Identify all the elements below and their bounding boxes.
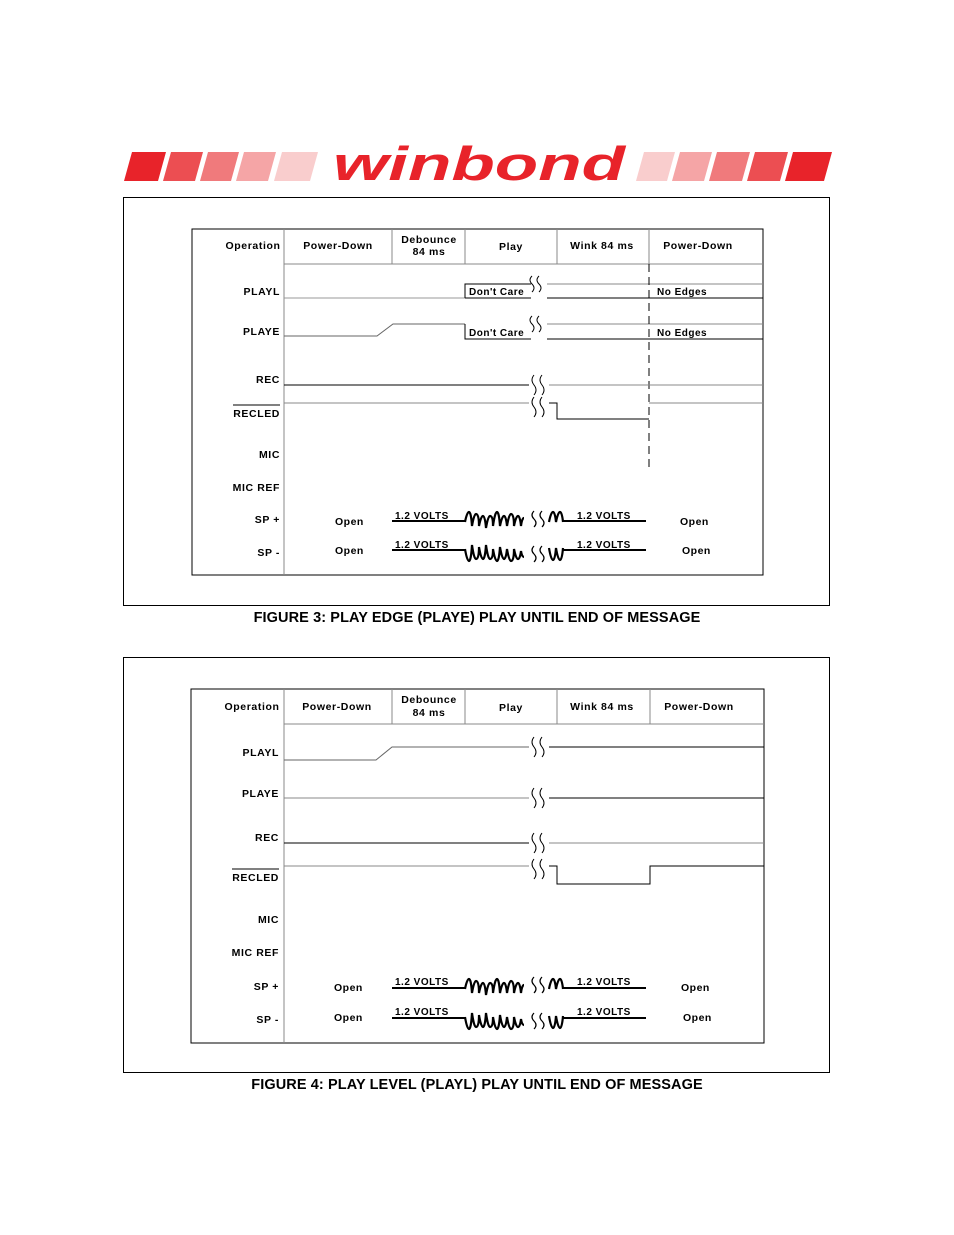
signal-playl: PLAYL [243,286,280,298]
header-power-down-end: Power-Down [664,701,734,713]
header-wink: Wink 84 ms [570,701,634,713]
sp-plus-volts-end: 1.2 VOLTS [577,511,631,522]
waveform-rec [284,375,763,395]
sp-plus-volts-start: 1.2 VOLTS [395,511,449,522]
sp-minus-volts-start: 1.2 VOLTS [395,1007,449,1018]
sp-plus-open-start: Open [335,516,364,528]
header-debounce: Debounce [401,694,457,706]
signal-sp-plus: SP + [253,981,279,993]
sp-plus-open-start: Open [334,982,363,994]
header-operation: Operation [225,240,281,252]
signal-recled: RECLED [233,408,280,420]
header-debounce-time: 84 ms [412,246,446,258]
figure3-diagram [124,198,831,607]
sp-minus-volts-end: 1.2 VOLTS [577,1007,631,1018]
sp-minus-open-start: Open [335,545,364,557]
sp-minus-open-end: Open [683,1012,712,1024]
header-operation: Operation [224,701,280,713]
sp-plus-volts-end: 1.2 VOLTS [577,977,631,988]
signal-sp-minus: SP - [257,547,280,559]
signal-mic-ref: MIC REF [231,947,279,959]
sp-plus-volts-start: 1.2 VOLTS [395,977,449,988]
figure4-caption: FIGURE 4: PLAY LEVEL (PLAYL) PLAY UNTIL END OF MESSAGE [251,1077,703,1093]
figure4-frame [123,657,830,1073]
waveform-playe [284,788,764,808]
sp-plus-open-end: Open [681,982,710,994]
sp-minus-open-start: Open [334,1012,363,1024]
playl-dont-care: Don't Care [469,287,525,298]
header-wink: Wink 84 ms [570,240,634,252]
playe-no-edges: No Edges [657,328,708,339]
header-play: Play [499,702,523,714]
signal-playl: PLAYL [242,747,279,759]
waveform-recled [284,397,763,419]
logo-stripes-right [636,152,832,181]
header-debounce: Debounce [401,234,457,246]
sp-minus-volts-end: 1.2 VOLTS [577,540,631,551]
figure4-diagram [124,658,831,1074]
signal-playe: PLAYE [241,788,279,800]
signal-mic-ref: MIC REF [232,482,280,494]
figure3-caption: FIGURE 3: PLAY EDGE (PLAYE) PLAY UNTIL END OF MESSAGE [253,610,701,626]
winbond-logo [124,140,832,186]
playe-dont-care: Don't Care [469,328,525,339]
header-power-down: Power-Down [302,701,372,713]
header-power-down-end: Power-Down [663,240,733,252]
signal-recled: RECLED [232,872,279,884]
header-play: Play [499,241,523,253]
signal-rec: REC [256,374,280,386]
signal-sp-minus: SP - [256,1014,279,1026]
sp-minus-volts-start: 1.2 VOLTS [395,540,449,551]
waveform-recled [284,859,764,884]
signal-mic: MIC [258,449,280,461]
logo-stripes-left [124,152,318,181]
header-power-down: Power-Down [303,240,373,252]
waveform-playl [284,737,764,760]
signal-rec: REC [255,832,279,844]
waveform-rec [284,833,764,853]
figure3-frame [123,197,830,606]
sp-minus-open-end: Open [682,545,711,557]
signal-sp-plus: SP + [254,514,280,526]
logo-wordmark: winbond [333,140,627,186]
playl-no-edges: No Edges [657,287,708,298]
header-debounce-time: 84 ms [412,707,446,719]
sp-plus-open-end: Open [680,516,709,528]
signal-playe: PLAYE [242,326,280,338]
signal-mic: MIC [257,914,279,926]
